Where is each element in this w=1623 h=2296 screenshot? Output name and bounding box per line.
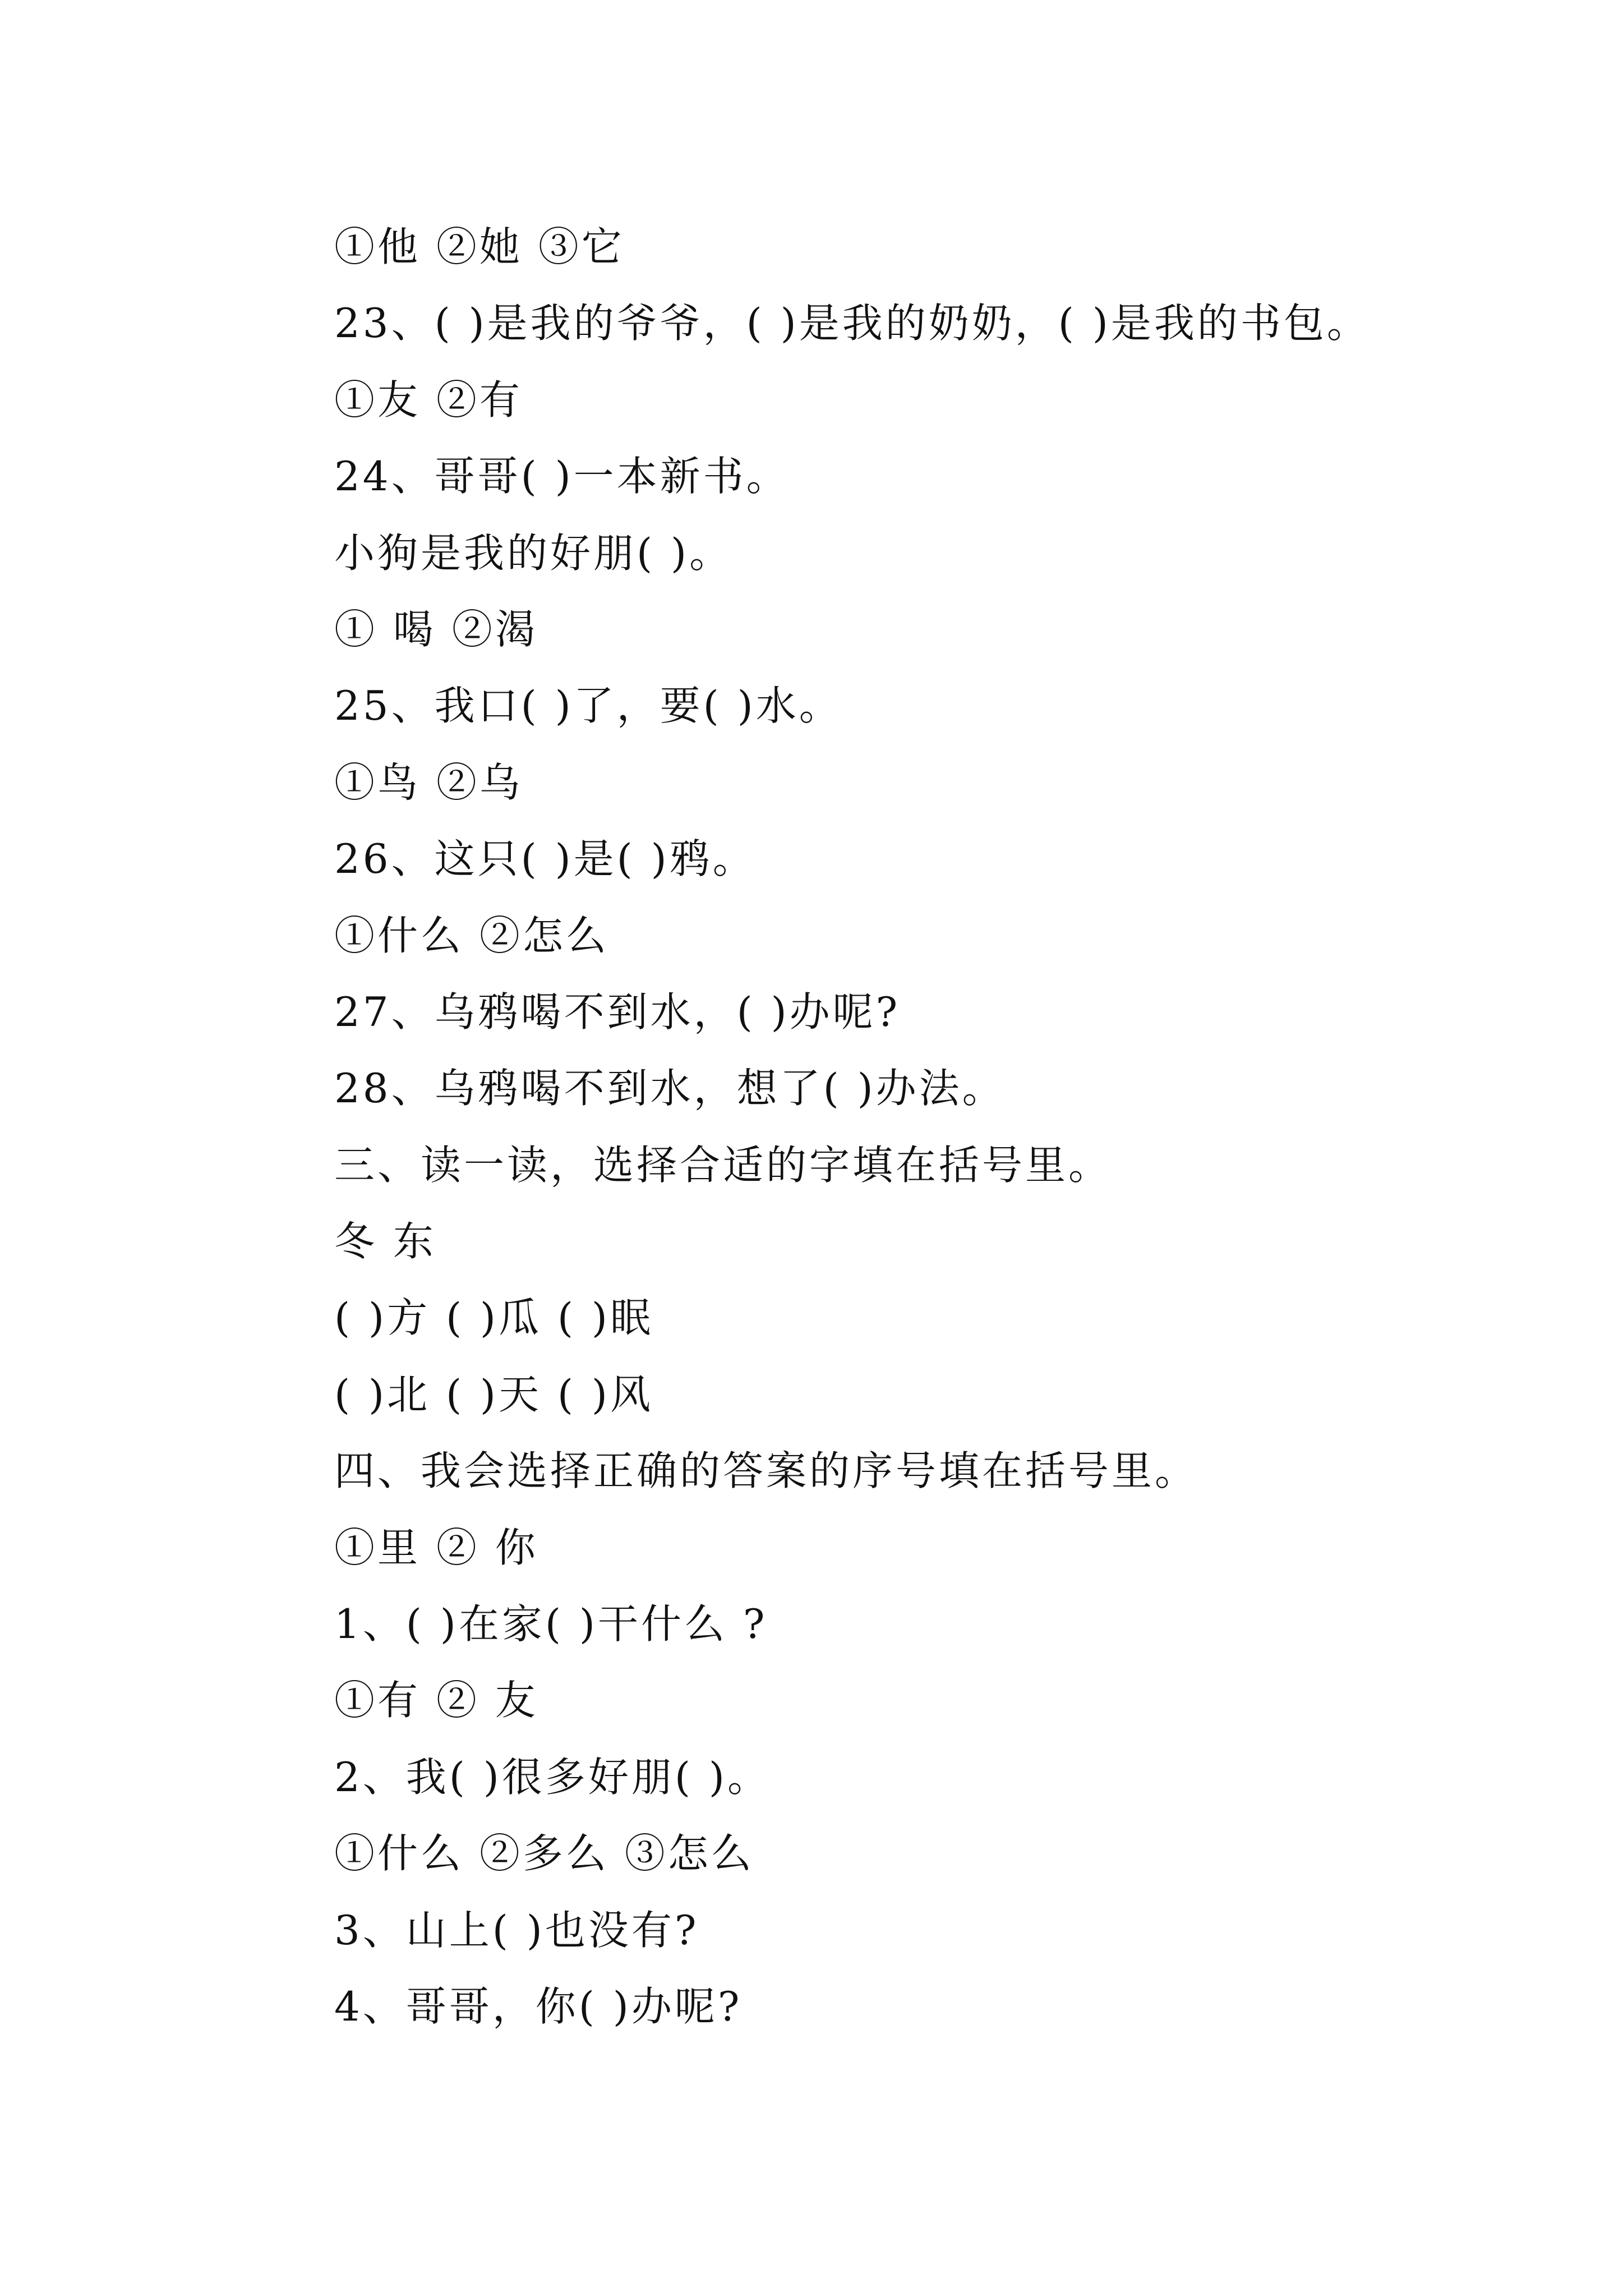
section-heading-3: 三、读一读，选择合适的字填在括号里。 — [334, 1141, 1112, 1189]
question-25: 25、我口( )了，要( )水。 — [334, 682, 842, 730]
question-2: 2、我( )很多好朋( )。 — [334, 1753, 771, 1801]
options-line: ①什么 ②多么 ③怎么 — [334, 1830, 754, 1878]
fill-blank-row: ( )方 ( )瓜 ( )眠 — [334, 1294, 653, 1342]
fill-blank-row: ( )北 ( )天 ( )风 — [334, 1370, 653, 1418]
question-26: 26、这只( )是( )鸦。 — [334, 835, 756, 883]
options-line: ①什么 ②怎么 — [334, 912, 609, 959]
question-1: 1、( )在家( )干什么 ? — [334, 1600, 768, 1648]
question-3: 3、山上( )也没有? — [334, 1906, 699, 1954]
document-body — [334, 209, 1568, 2045]
question-4: 4、哥哥，你( )办呢? — [334, 1982, 743, 2030]
options-line: ①他 ②她 ③它 — [334, 223, 625, 270]
section-heading-4: 四、我会选择正确的答案的序号填在括号里。 — [334, 1447, 1198, 1495]
question-line: 小狗是我的好朋( )。 — [334, 529, 733, 577]
question-28: 28、乌鸦喝不到水，想了( )办法。 — [334, 1065, 1006, 1112]
question-24: 24、哥哥( )一本新书。 — [334, 453, 790, 500]
options-line: ①友 ②有 — [334, 376, 523, 424]
options-line: ① 喝 ②渴 — [334, 605, 538, 653]
question-23: 23、( )是我的爷爷，( )是我的奶奶，( )是我的书包。 — [334, 300, 1370, 347]
options-line: ①有 ② 友 — [334, 1677, 538, 1724]
options-line: ①里 ② 你 — [334, 1524, 538, 1571]
character-choices: 冬 东 — [334, 1218, 436, 1266]
question-27: 27、乌鸦喝不到水，( )办呢? — [334, 988, 901, 1036]
options-line: ①鸟 ②乌 — [334, 758, 523, 806]
